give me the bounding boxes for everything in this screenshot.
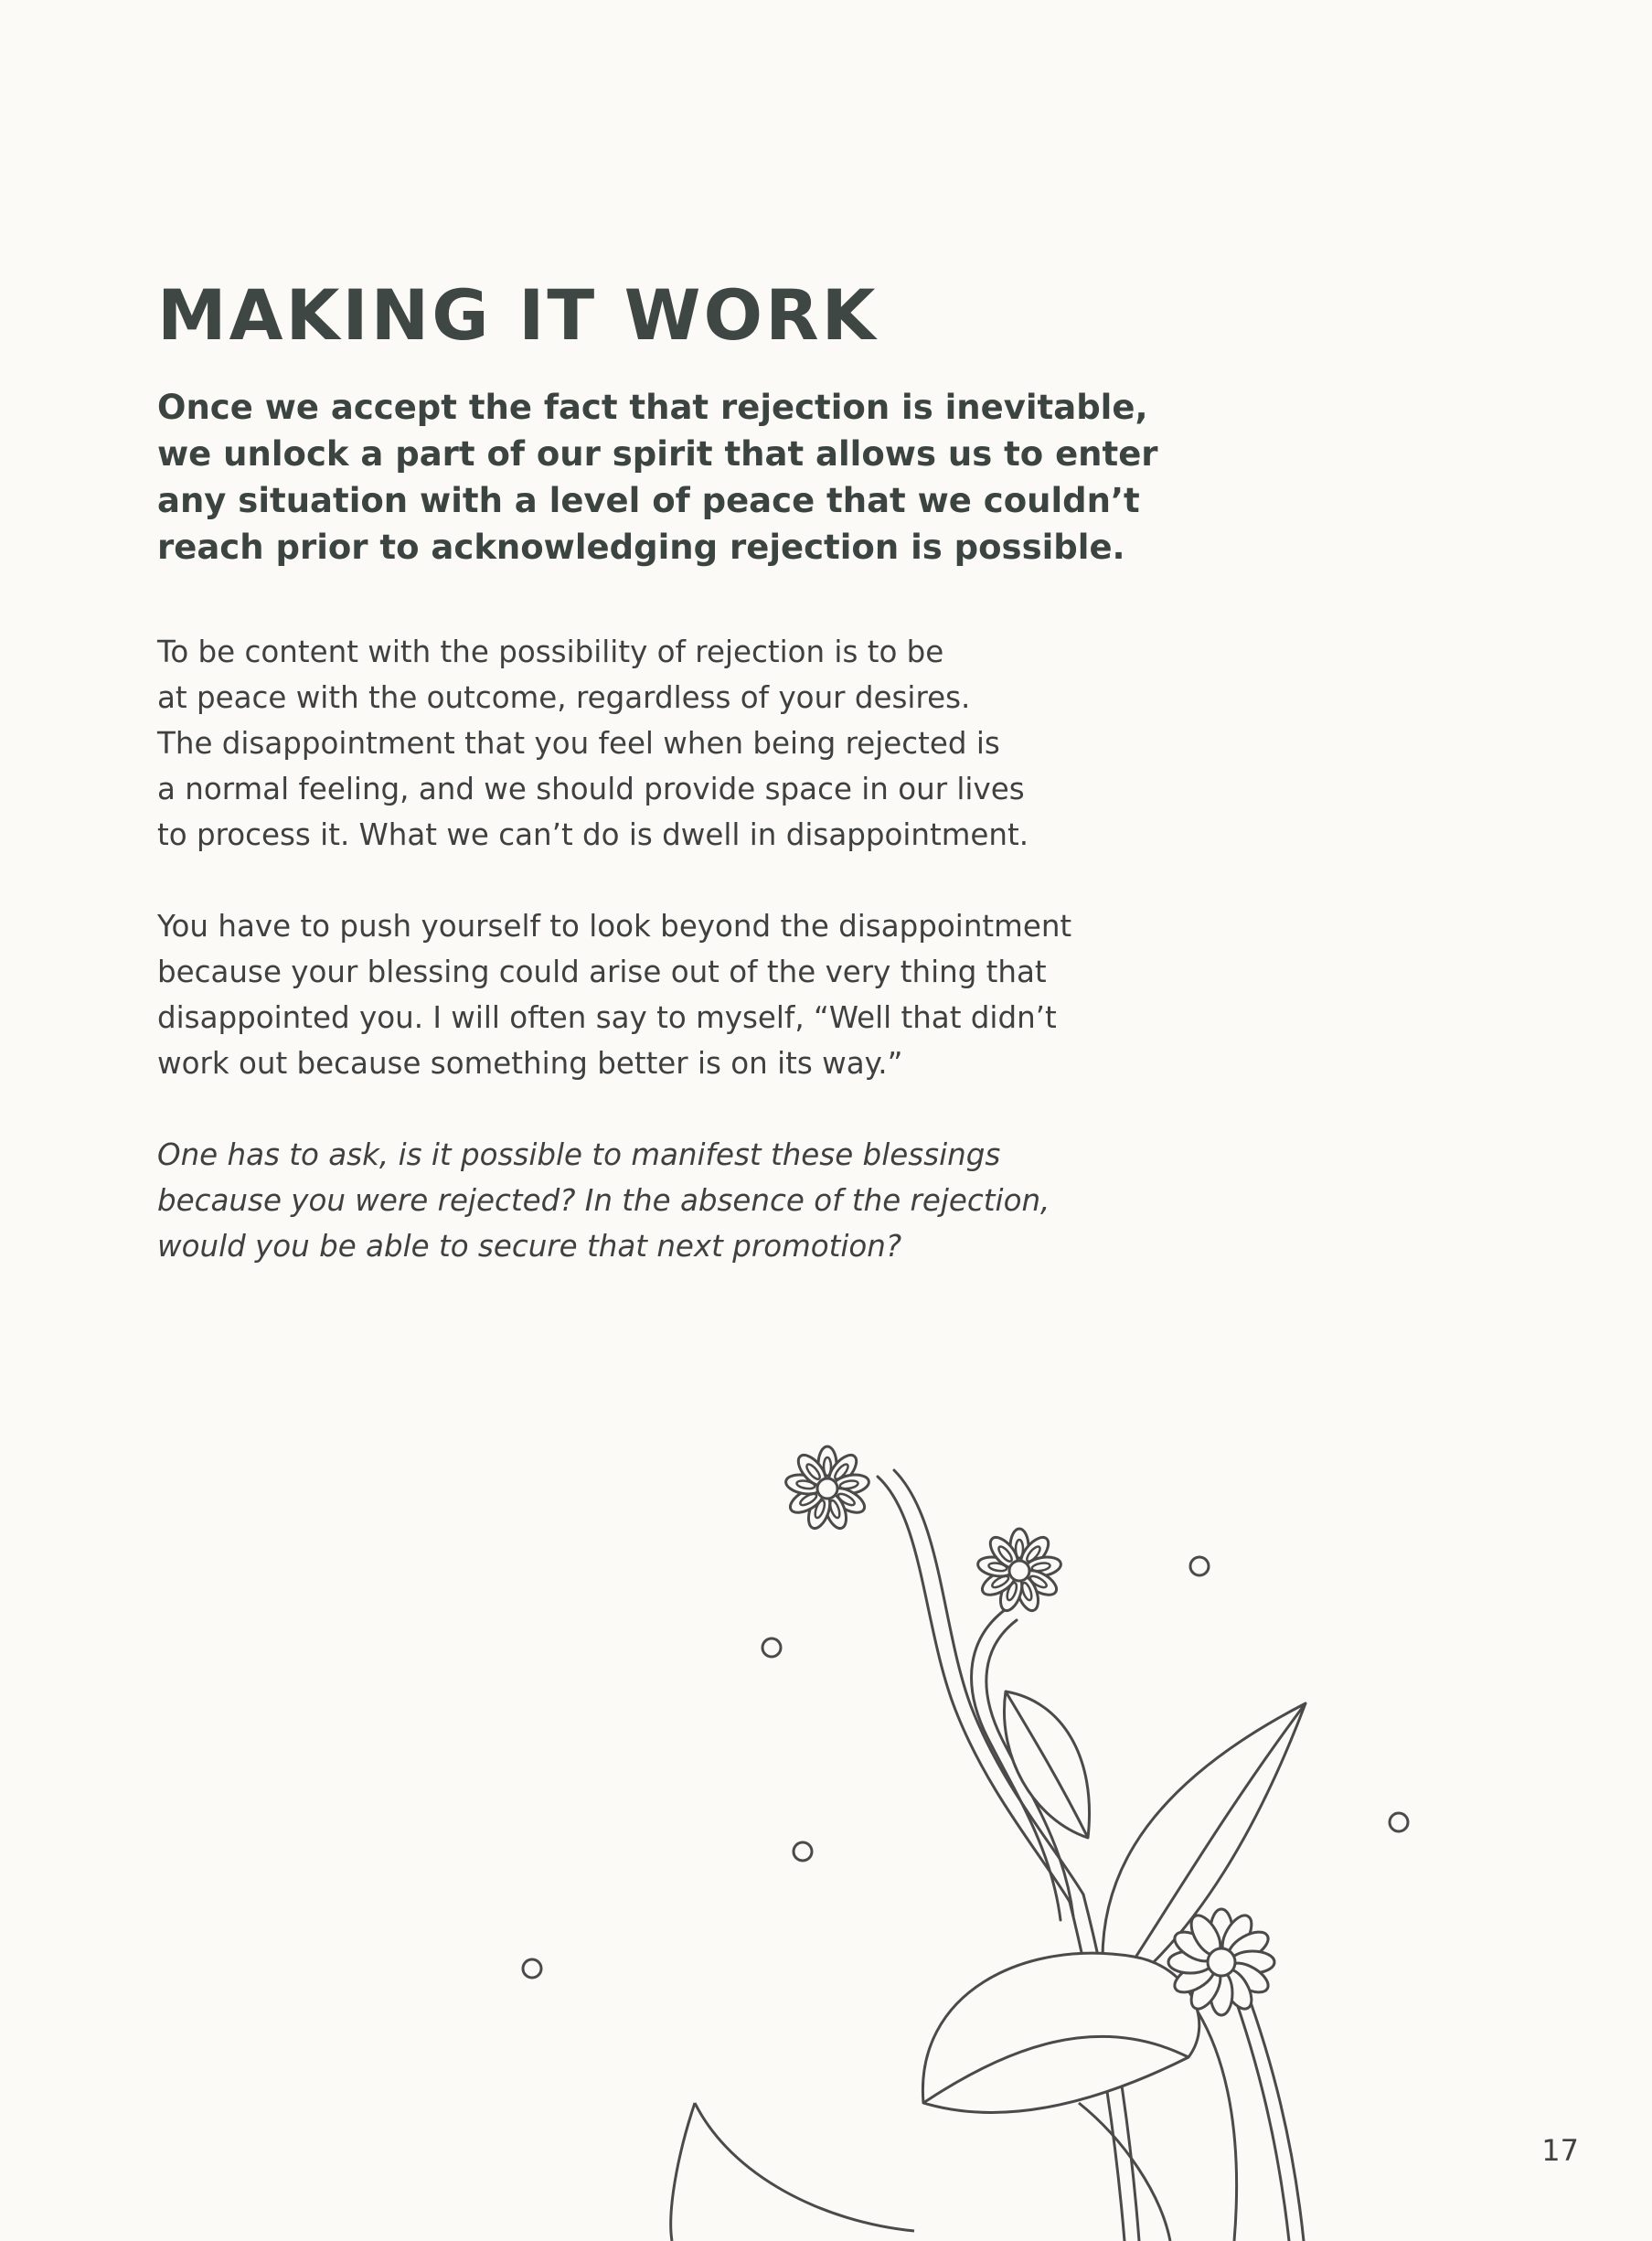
body-line: work out because something better is on its way.”: [157, 1046, 903, 1081]
body-line: at peace with the outcome, regardless of your desires.: [157, 680, 971, 715]
lead-line: we unlock a part of our spirit that allows us to enter: [157, 434, 1158, 474]
page-title: MAKING IT WORK: [157, 274, 879, 356]
body-line: to process it. What we can’t do is dwell in disappointment.: [157, 817, 1029, 852]
page-number: 17: [1541, 2133, 1579, 2168]
body-line: To be content with the possibility of rejection is to be: [157, 635, 944, 669]
body-line: You have to push yourself to look beyond the disappointment: [157, 909, 1072, 944]
italic-line: would you be able to secure that next promotion?: [157, 1229, 902, 1264]
body-line: a normal feeling, and we should provide space in our lives: [157, 772, 1025, 806]
lead-line: any situation with a level of peace that we couldn’t: [157, 481, 1140, 520]
lead-line: reach prior to acknowledging rejection is possible.: [157, 528, 1125, 567]
body-line: because your blessing could arise out of the very thing that: [157, 955, 1047, 989]
lead-line: Once we accept the fact that rejection is inevitable,: [157, 388, 1148, 427]
body-line: disappointed you. I will often say to myself, “Well that didn’t: [157, 1000, 1057, 1035]
italic-line: because you were rejected? In the absence of the rejection,: [157, 1183, 1050, 1218]
body-line: The disappointment that you feel when being rejected is: [157, 726, 1000, 761]
italic-line: One has to ask, is it possible to manifest these blessings: [157, 1137, 1001, 1172]
